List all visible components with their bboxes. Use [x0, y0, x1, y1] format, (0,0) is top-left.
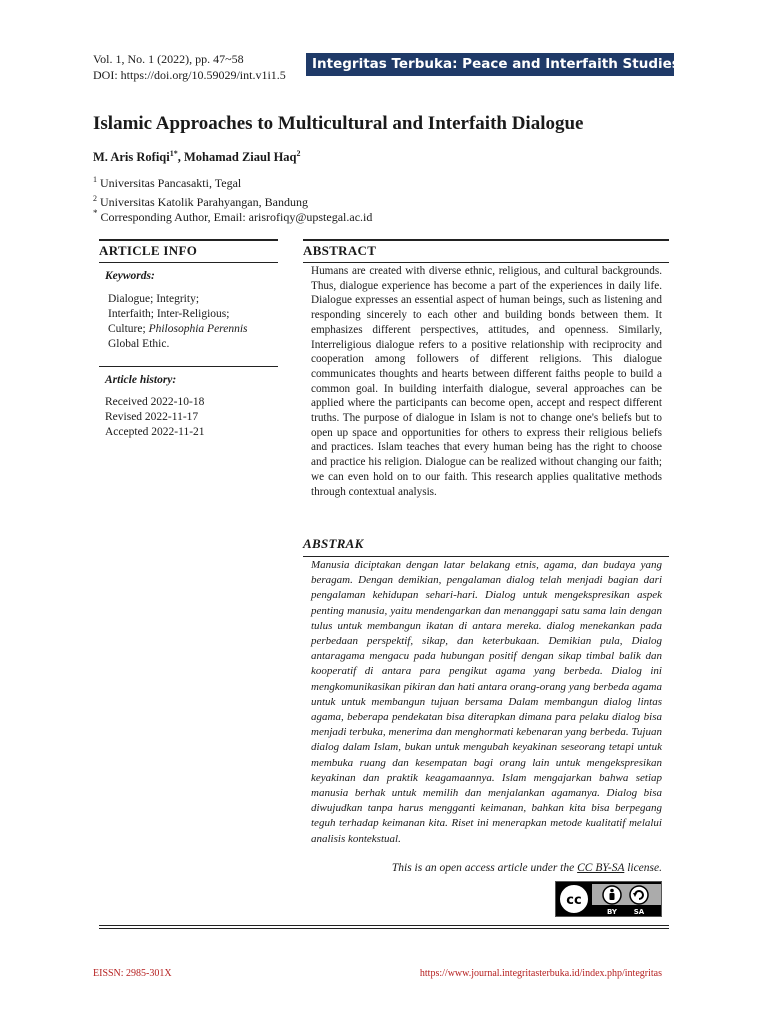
affiliations: [93, 172, 308, 210]
abstract-top-rule: [303, 239, 669, 241]
journal-name-banner: Integritas Terbuka: Peace and Interfaith Studies: [306, 53, 674, 76]
article-title: Islamic Approaches to Multicultural and Interfaith Dialogue: [93, 113, 584, 134]
corresponding-mark: *: [93, 208, 98, 218]
doi-line[interactable]: DOI: https://doi.org/10.59029/int.v1i1.5: [93, 68, 286, 82]
volume-line: Vol. 1, No. 1 (2022), pp. 47~58: [93, 52, 244, 66]
abstrak-text: Manusia diciptakan dengan latar belakang etnis, agama, dan budaya yang beragam. Dengan demikian, pengalaman dialog telah menjadi bagian dari pengalaman kehidupan sehari-hari. Dialog untuk mengekspresikan aspek penting manusia, yaitu mendengarkan dan menanggapi satu sama lain dengan tulus untuk membangun ikatan di antara mereka. dialog menekankan pada perbedaan perspektif, sikap, dan keterbukaan. Demikian pula, Dialog antaragama mengacu pada hubungan positif dengan sikap timbal balik dan kooperatif di antara para pengikut agama yang berbeda. Dialog ini mengkomunikasikan pikiran dan hati antara orang-orang yang berbeda agama untuk untuk membangun tujuan bersama Dalam membangun dialog lintas agama, beberapa pendekatan bisa diterapkan dimana para pelaku dialog bisa menjadi terbuka, menerima dan menghormati kebenaran yang berbeda. Tujuan dialog dalam Islam, bukan untuk mengubah keyakinan seseorang tetapi untuk membuka ruang dan kesempatan bagi orang lain untuk mengekspresikan keyakinan dan praktik keagamaannya. Islam mengajarkan bahwa setiap manusia berhak untuk memilih dan menjalankan agamanya. Dialog bisa diwujudkan tanpa harus mengganti keimanan, bahkan kita bisa berpegang teguh terhadap keimanan kita. Riset ini menerapkan metode kualitatif melalui analisis kontekstual.: [311, 559, 662, 845]
author-1: M. Aris Rofiqi: [93, 150, 170, 165]
volume-info: [93, 51, 286, 83]
cc-glyph: cc: [566, 893, 582, 908]
abstract-text: Humans are created with diverse ethnic, religious, and cultural backgrounds. Thus, dialogue experience has become a part of the experiences in daily life. Dialogue expresses an essential aspect of human beings, such as listening and responding sincerely to each other and building bonds between them. It emphasizes different perspectives, attitudes, and openness. Similarly, Interreligious dialogue refers to a positive relationship with reciprocity and cooperation among followers of different religions. This dialogue communicates thoughts and hearts between different faiths people to build a common goal. In building interfaith dialogue, several approaches can be applied where the participants can become open, accept and respect different truths. The purpose of dialogue in Islam is not to change one's beliefs but to open up space and opportunities for others to express their religious beliefs and practices. Islam teaches that every human being has the right to choose and practice his religion. Dialogue can be realized without changing our faith; we can even hold on to our faith. This research applies qualitative methods through contextual analysis.: [311, 265, 662, 498]
authors: M. Aris Rofiqi$^{1*}$, Mohamad Ziaul Haq$^2$: [93, 149, 301, 165]
received-date: Received 2022-10-18: [105, 396, 205, 408]
article-history: [105, 395, 275, 440]
accepted-date: Accepted 2022-11-21: [105, 426, 205, 438]
footer-url[interactable]: https://www.journal.integritasterbuka.id/index.php/integritas: [419, 968, 662, 979]
affiliation-1: $^1$ Universitas Pancasakti, Tegal: [93, 175, 242, 190]
author-1-sup: 1*: [169, 149, 178, 158]
affiliation-2: $^2$ Universitas Katolik Parahyangan, Bandung: [93, 194, 308, 209]
abstrak-heading: ABSTRAK: [303, 536, 364, 551]
footer-eissn: EISSN: 2985-301X: [93, 968, 172, 979]
author-2-sup: 2: [296, 149, 301, 158]
corresponding-author: * Corresponding Author, Email: arisrofiqy@upstegal.ac.id: [93, 208, 373, 224]
author-2: Mohamad Ziaul Haq: [183, 150, 297, 165]
bottom-rule-2: [99, 928, 669, 929]
abstract-rule: [303, 262, 669, 263]
license-link[interactable]: CC BY-SA: [577, 862, 625, 874]
license-statement: This is an open access article under the CC BY-SA license.: [391, 862, 662, 874]
article-info-rule: [99, 262, 278, 263]
abstract-heading: ABSTRACT: [303, 243, 377, 258]
bottom-rule-1: [99, 925, 669, 926]
cc-by-sa-icon: [556, 882, 662, 917]
revised-date: Revised 2022-11-17: [105, 411, 199, 423]
cc-by-sa-badge[interactable]: [555, 881, 662, 917]
history-rule: [99, 366, 278, 367]
article-info-heading: ARTICLE INFO: [99, 243, 198, 258]
by-label: BY: [606, 908, 618, 916]
history-label: Article history:: [105, 374, 177, 386]
keywords-list: Dialogue; Integrity; Interfaith; Inter-Religious; Culture; Philosophia Perennis Global Ethic.: [108, 293, 248, 350]
sa-label: SA: [633, 908, 645, 916]
article-info-top-rule: [99, 239, 278, 241]
abstrak-rule: [303, 556, 669, 557]
keywords-label: Keywords:: [105, 270, 155, 282]
